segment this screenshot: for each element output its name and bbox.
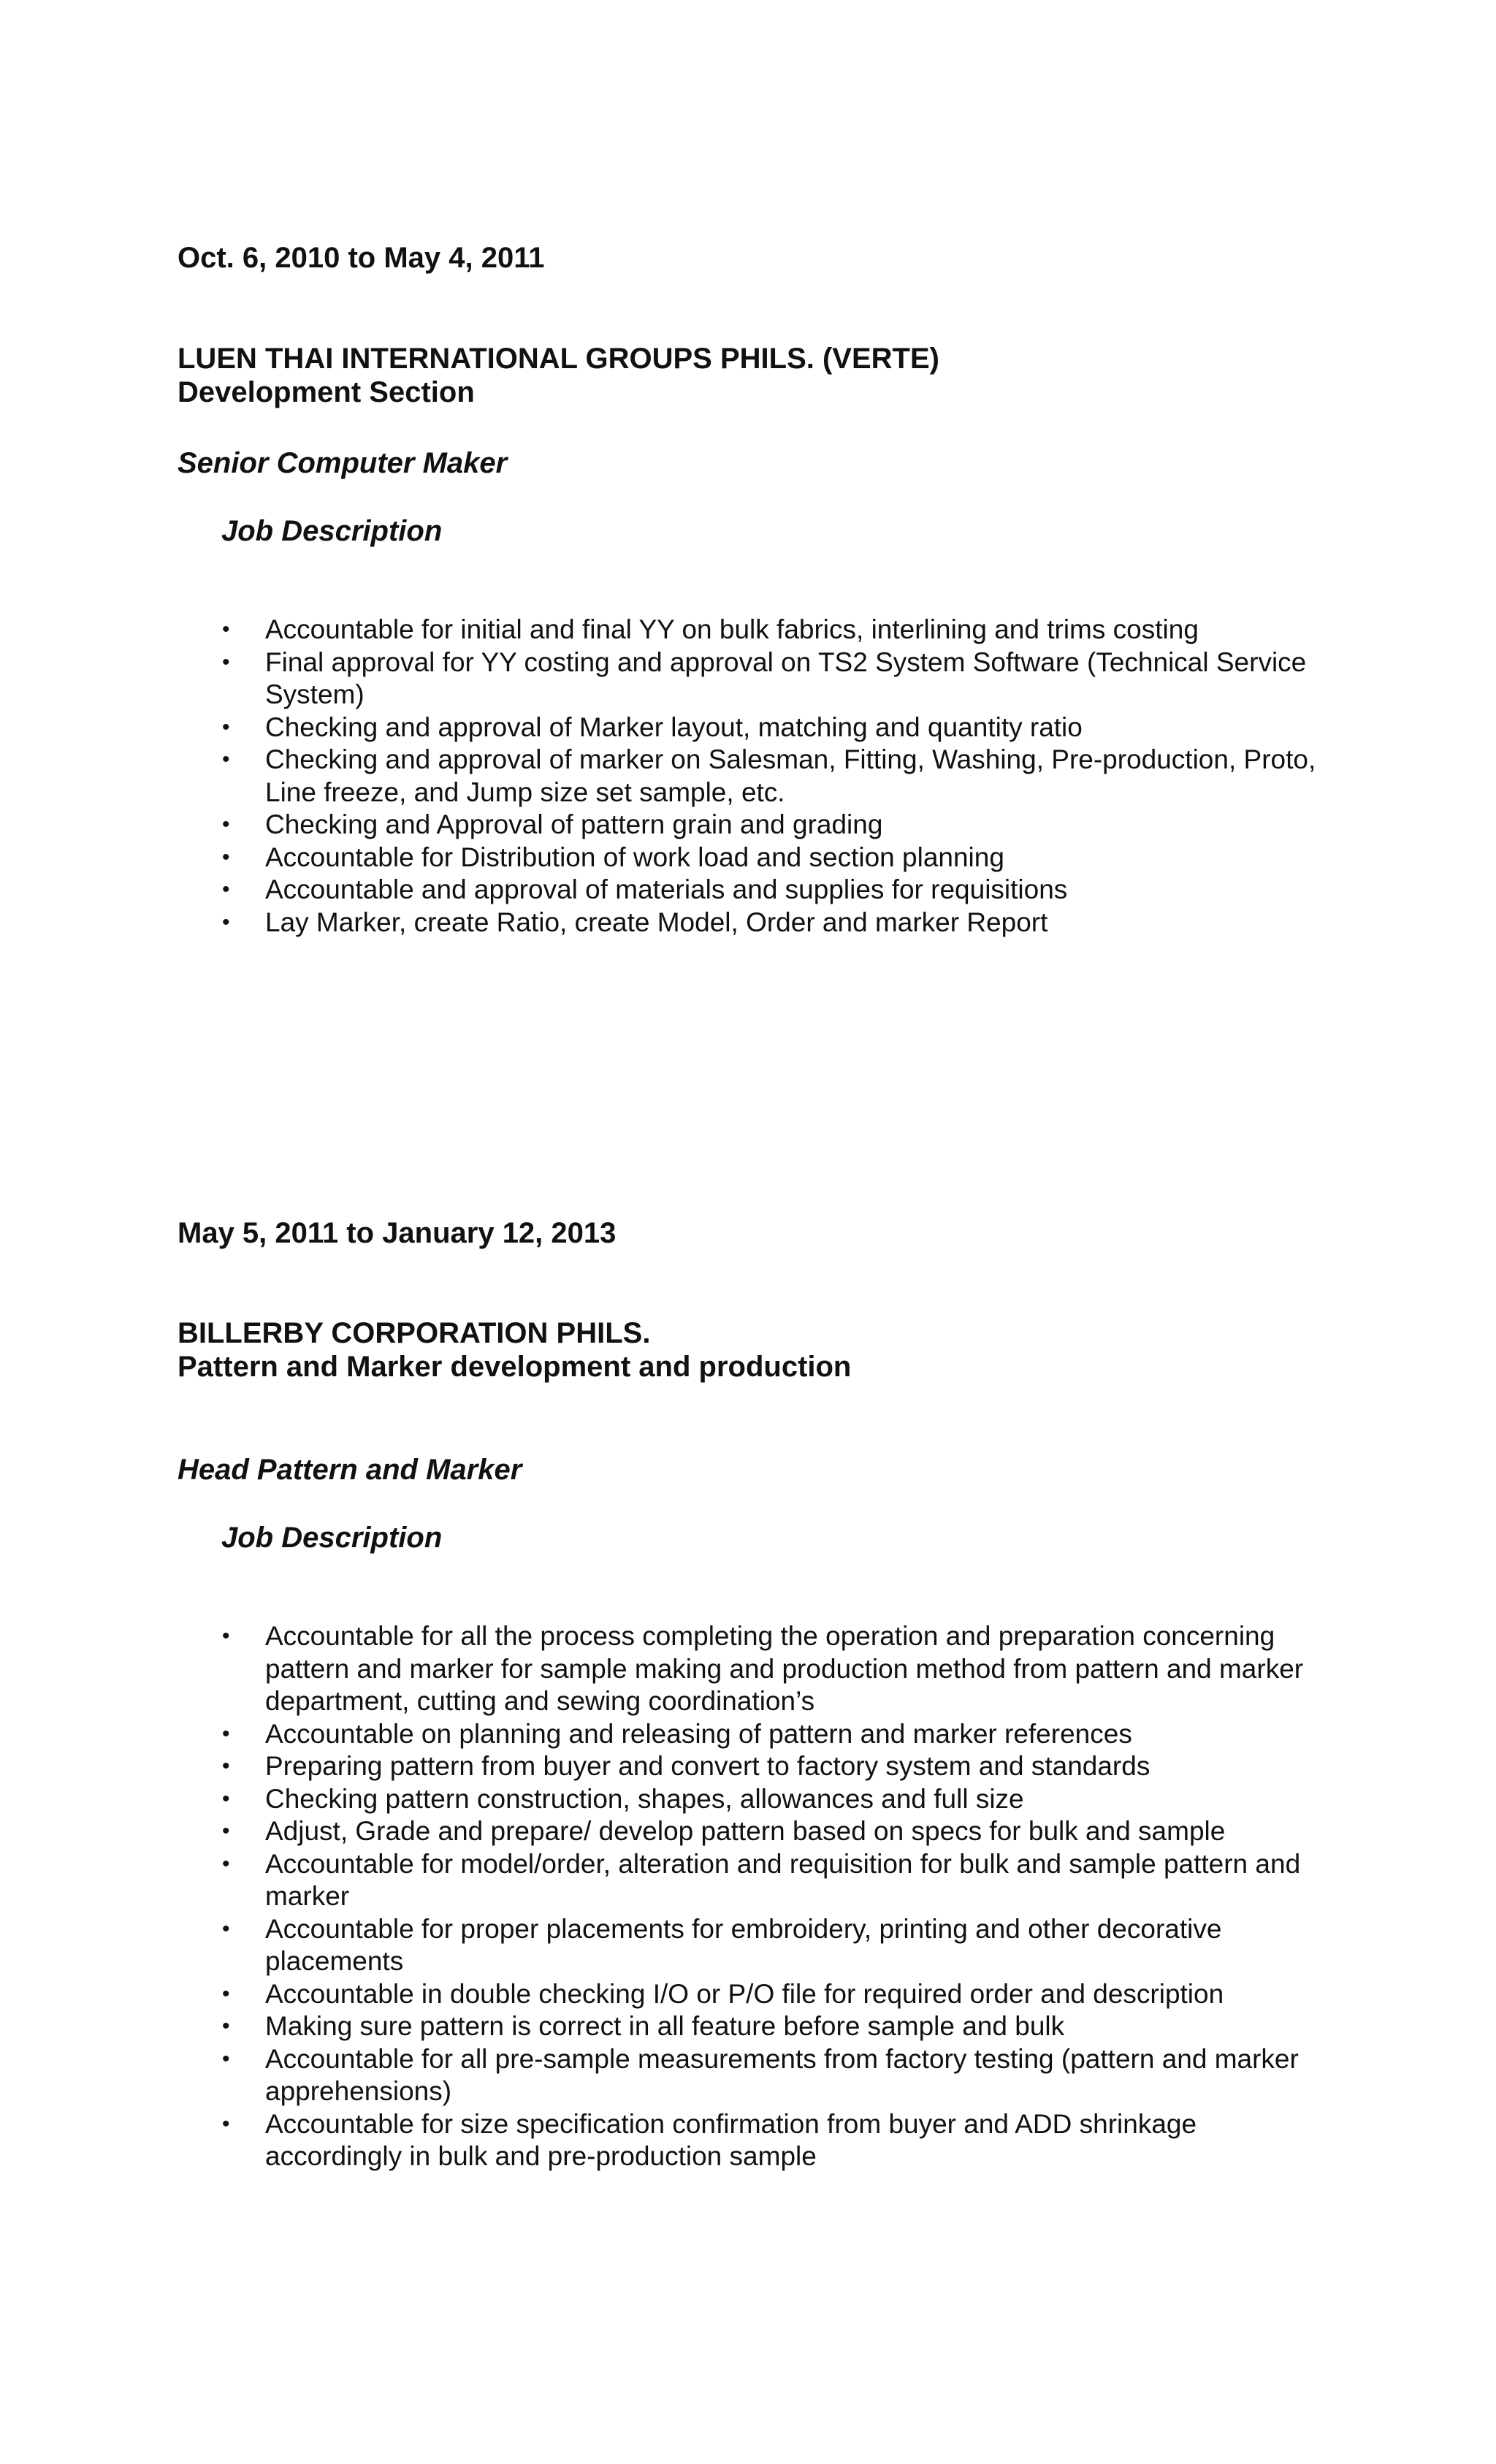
bullet-icon: • [222,909,230,934]
duty-text: Preparing pattern from buyer and convert to factory system and standards [265,1751,1150,1781]
duty-item [178,1750,1332,1783]
duty-item [178,1848,1332,1913]
job-description-heading: Job Description [221,1522,443,1554]
duty-item [178,646,1332,712]
duty-item [178,874,1332,907]
job-title: Senior Computer Maker [178,447,508,479]
duty-item [178,809,1332,842]
bullet-icon: • [222,1721,230,1746]
duty-text: Making sure pattern is correct in all feature before sample and bulk [265,2011,1065,2041]
bullet-icon: • [222,2111,230,2136]
duty-item [178,1815,1332,1848]
duties-list [178,614,1346,939]
duty-text: Accountable for Distribution of work load and section planning [265,842,1004,872]
company-name: BILLERBY CORPORATION PHILS. [178,1317,651,1349]
job-title: Head Pattern and Marker [178,1454,522,1486]
duty-text: Checking and approval of marker on Salesman, Fitting, Washing, Pre-production, Proto, Line freeze, and Jump size set sample, etc. [265,744,1316,807]
duty-text: Checking and approval of Marker layout, matching and quantity ratio [265,712,1083,742]
duty-text: Checking pattern construction, shapes, allowances and full size [265,1783,1024,1814]
duty-text: Accountable for proper placements for embroidery, printing and other decorative placements [265,1913,1222,1976]
duty-item [178,614,1332,646]
duty-item [178,1913,1332,1978]
bullet-icon: • [222,649,230,674]
duty-text: Accountable for model/order, alteration and requisition for bulk and sample pattern and marker [265,1848,1301,1911]
bullet-icon: • [222,1819,230,1843]
bullet-icon: • [222,1851,230,1876]
duty-text: Accountable for all the process completing the operation and preparation concerning pattern and marker for sample making and production method from pattern and marker department, cutting and sewing coordination’s [265,1621,1304,1716]
duty-text: Final approval for YY costing and approval on TS2 System Software (Technical Service System) [265,646,1307,709]
duty-item [178,2010,1332,2043]
job-section-1 [178,241,1346,939]
duty-text: Accountable for initial and final YY on bulk fabrics, interlining and trims costing [265,614,1199,644]
bullet-icon: • [222,1786,230,1811]
duty-item [178,712,1332,744]
duty-text: Accountable for size specification confirmation from buyer and ADD shrinkage accordingly in bulk and pre-production sample [265,2108,1197,2171]
duty-text: Lay Marker, create Ratio, create Model, Order and marker Report [265,907,1048,937]
bullet-icon: • [222,844,230,869]
duty-item [178,1620,1332,1718]
job-date-range: May 5, 2011 to January 12, 2013 [178,1217,617,1249]
bullet-icon: • [222,877,230,901]
bullet-icon: • [222,1624,230,1648]
duty-text: Adjust, Grade and prepare/ develop pattern based on specs for bulk and sample [265,1816,1226,1846]
bullet-icon: • [222,747,230,771]
job-section-2 [178,1216,1346,2173]
duty-text: Checking and Approval of pattern grain and grading [265,809,883,839]
duty-item [178,1718,1332,1751]
duty-text: Accountable on planning and releasing of pattern and marker references [265,1718,1132,1749]
duty-text: Accountable for all pre-sample measurements from factory testing (pattern and marker apprehensions) [265,2043,1299,2106]
job-date-range: Oct. 6, 2010 to May 4, 2011 [178,242,545,274]
department-name: Development Section [178,376,475,408]
duty-item [178,744,1332,809]
duty-item [178,842,1332,874]
duty-item [178,2043,1332,2108]
job-description-heading: Job Description [221,515,443,547]
bullet-icon: • [222,2014,230,2038]
company-name: LUEN THAI INTERNATIONAL GROUPS PHILS. (VERTE) [178,343,939,375]
bullet-icon: • [222,714,230,739]
duties-list [178,1620,1346,2173]
bullet-icon: • [222,1754,230,1778]
bullet-icon: • [222,812,230,836]
bullet-icon: • [222,1981,230,2006]
department-name: Pattern and Marker development and production [178,1351,852,1383]
duty-item [178,2108,1332,2173]
duty-text: Accountable and approval of materials and supplies for requisitions [265,874,1068,904]
bullet-icon: • [222,617,230,641]
bullet-icon: • [222,2046,230,2071]
duty-item [178,1978,1332,2011]
duty-text: Accountable in double checking I/O or P/O file for required order and description [265,1978,1224,2009]
bullet-icon: • [222,1916,230,1941]
duty-item [178,1783,1332,1816]
duty-item [178,907,1332,939]
